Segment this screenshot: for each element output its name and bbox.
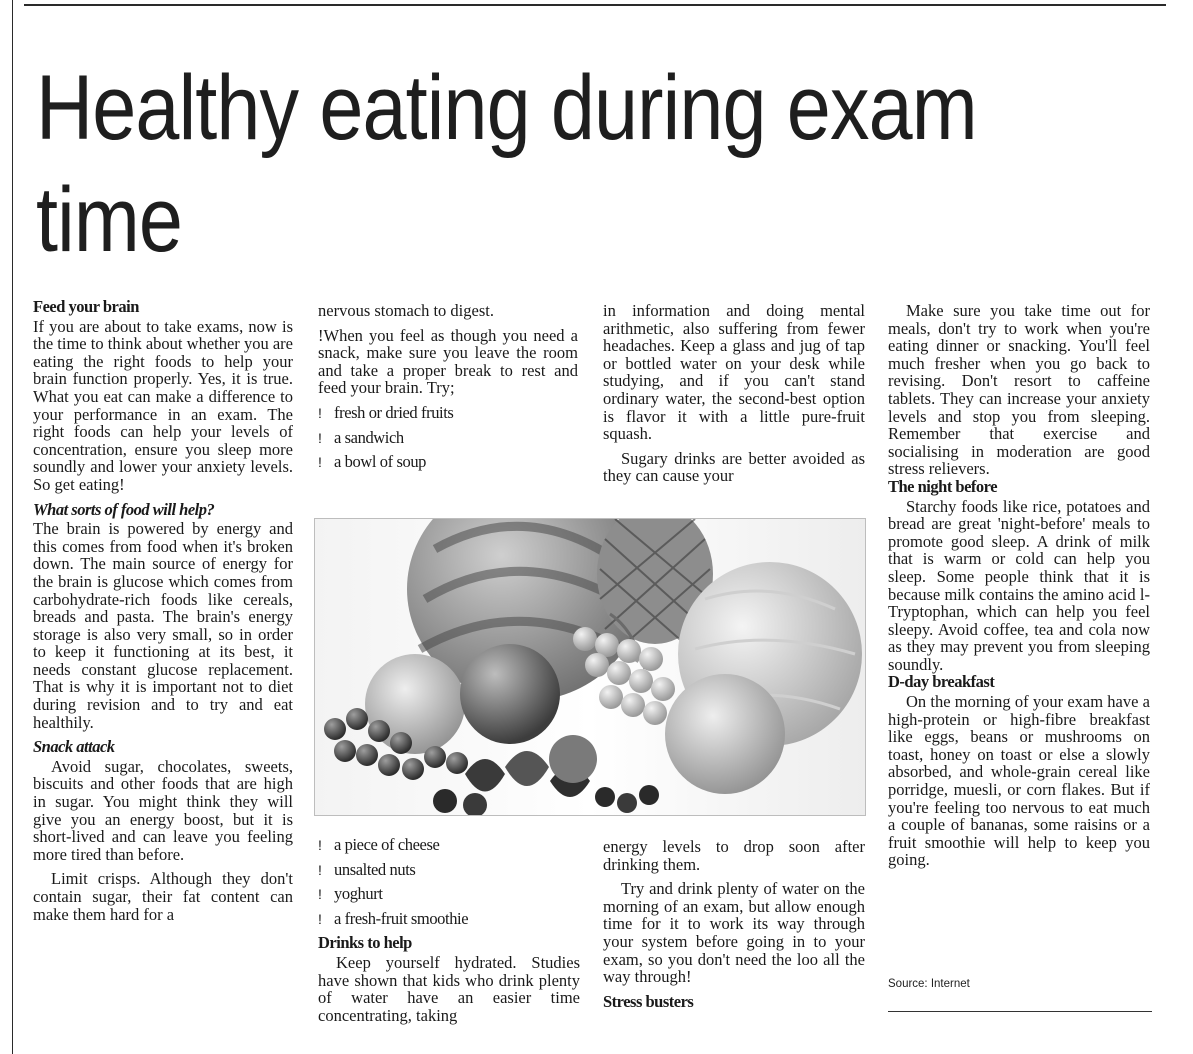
heading-the-night-before: The night before bbox=[888, 476, 998, 496]
heading-d-day-breakfast: D-day breakfast bbox=[888, 672, 995, 692]
column-4 bbox=[888, 302, 1150, 876]
list-item-text: a sandwich bbox=[334, 427, 404, 447]
source-credit: Source: Internet bbox=[888, 978, 970, 990]
heading-feed-your-brain: Feed your brain bbox=[33, 297, 139, 316]
paragraph-morning-of-exam: On the morning of your exam have a high-protein or high-fibre breakfast like eggs, beans or mushrooms on toast, honey on toast or else a slowly absorbed, and whole-grain cereal like porridge, muesli, or corn flakes. But if you're feeling too nervous to eat much a couple of bananas, some raisins or a fruit smoothie will help to keep you going. bbox=[888, 692, 1150, 870]
list-item bbox=[318, 836, 580, 855]
list-item bbox=[318, 429, 578, 448]
list-item-text: a fresh-fruit smoothie bbox=[334, 908, 469, 928]
paragraph-mental-arithmetic: in information and doing mental arithmetic, also suffering from fewer headaches. Keep a glass and jug of tap or bottled water on your desk while studying, and if you can't stand ordinary water, the second-best option is flavor it with a little pure-fruit squash. bbox=[603, 301, 865, 444]
exclamation-bullet-icon: ! bbox=[318, 404, 322, 421]
list-item-text: yoghurt bbox=[334, 884, 383, 904]
exclamation-bullet-icon: ! bbox=[318, 429, 322, 446]
column-2-top bbox=[318, 302, 578, 478]
list-item bbox=[318, 885, 580, 904]
top-rule bbox=[24, 4, 1166, 6]
need-a-snack-text: When you feel as though you need a snack, make sure you leave the room and take a proper break to rest and feed your brain. Try; bbox=[318, 325, 578, 398]
paragraph-nervous-stomach: nervous stomach to digest. bbox=[318, 301, 494, 320]
list-item bbox=[318, 910, 580, 929]
exclamation-bullet-icon: ! bbox=[318, 454, 322, 471]
column-3-bottom bbox=[603, 838, 865, 1012]
column-3-top bbox=[603, 302, 865, 485]
exclamation-bullet-icon: ! bbox=[318, 910, 322, 927]
paragraph-energy-drop: energy levels to drop soon after drinking them. bbox=[603, 837, 865, 874]
paragraph-sugary-drinks: Sugary drinks are better avoided as they can cause your bbox=[603, 448, 865, 486]
fruit-photo bbox=[314, 518, 866, 816]
fruit-illustration bbox=[315, 519, 865, 815]
exclamation-bullet-icon: ! bbox=[318, 837, 322, 853]
snack-list-b bbox=[318, 836, 580, 928]
column-1 bbox=[33, 298, 293, 923]
list-item-text: fresh or dried fruits bbox=[334, 402, 454, 422]
paragraph-keep-hydrated: Keep yourself hydrated. Studies have shown that kids who drink plenty of water have an easier time concentrating, taking bbox=[318, 952, 580, 1025]
exclamation-bullet-icon: ! bbox=[318, 861, 322, 878]
paragraph-meals: Make sure you take time out for meals, don't try to work when you're eating dinner or snacking. You'll feel much fresher when you go back to revising. Don't resort to caffeine tablets. They can increase your anxiety levels and stop you from sleeping. Remember that exercise and socialising in moderation are good stress relievers. bbox=[888, 301, 1150, 479]
paragraph-limit-crisps: Limit crisps. Although they don't contain sugar, their fat content can make them hard for a bbox=[33, 869, 293, 924]
snack-list-a bbox=[318, 404, 578, 472]
paragraph-avoid-sugar: Avoid sugar, chocolates, sweets, biscuits and other foods that are high in sugar. You might think they will give you an energy boost, but it is short-lived and can leave you feeling more tired than before. bbox=[33, 756, 293, 864]
paragraph-drink-water: Try and drink plenty of water on the morning of an exam, but allow enough time for it to work its way through your system before going in to your exam, so you don't need the loo all the way through! bbox=[603, 879, 865, 987]
paragraph-feed-your-brain: If you are about to take exams, now is the time to think about whether you are eating the right foods to help your brain function properly. Yes, it is true. What you eat can make a difference to your performance in an exam. The right foods can help your levels of concentration, ensure you sleep more soundly and lower your anxiety levels. So get eating! bbox=[33, 316, 293, 494]
paragraph-need-a-snack bbox=[318, 327, 578, 397]
paragraph-what-sorts-of-food: The brain is powered by energy and this comes from food when it's broken down. The main source of energy for the brain is glucose which comes from carbohydrate-rich foods like cereals, breads and pasta. The brain's energy storage is also very small, so in order to keep it functioning at its best, it needs constant glucose replacement. That is why it is important not to diet during revision and to try and eat healthily. bbox=[33, 519, 293, 732]
headline: Healthy eating during exam time bbox=[36, 57, 977, 271]
list-item-text: unsalted nuts bbox=[334, 859, 416, 879]
list-item bbox=[318, 861, 580, 880]
heading-what-sorts-of-food: What sorts of food will help? bbox=[33, 499, 215, 519]
column-2-bottom bbox=[318, 836, 580, 1024]
heading-drinks-to-help: Drinks to help bbox=[318, 933, 412, 953]
bottom-rule bbox=[888, 1011, 1152, 1012]
list-item-text: a bowl of soup bbox=[334, 452, 427, 472]
heading-snack-attack: Snack attack bbox=[33, 737, 115, 757]
exclamation-bullet-icon: ! bbox=[318, 325, 324, 345]
exclamation-bullet-icon: ! bbox=[318, 886, 322, 903]
list-item-text: a piece of cheese bbox=[334, 835, 440, 854]
paragraph-starchy-foods: Starchy foods like rice, potatoes and bread are great 'night-before' meals to promote good sleep. A drink of milk that is warm or cold can help you sleep. Some people think that it is because milk contains the amino acid l-Tryptophan, which can help you feel sleepy. Avoid coffee, tea and cola now as they may prevent you from sleeping soundly. bbox=[888, 496, 1150, 674]
list-item bbox=[318, 453, 578, 472]
list-item bbox=[318, 404, 578, 423]
left-rule bbox=[12, 0, 13, 1054]
heading-stress-busters: Stress busters bbox=[603, 991, 694, 1011]
